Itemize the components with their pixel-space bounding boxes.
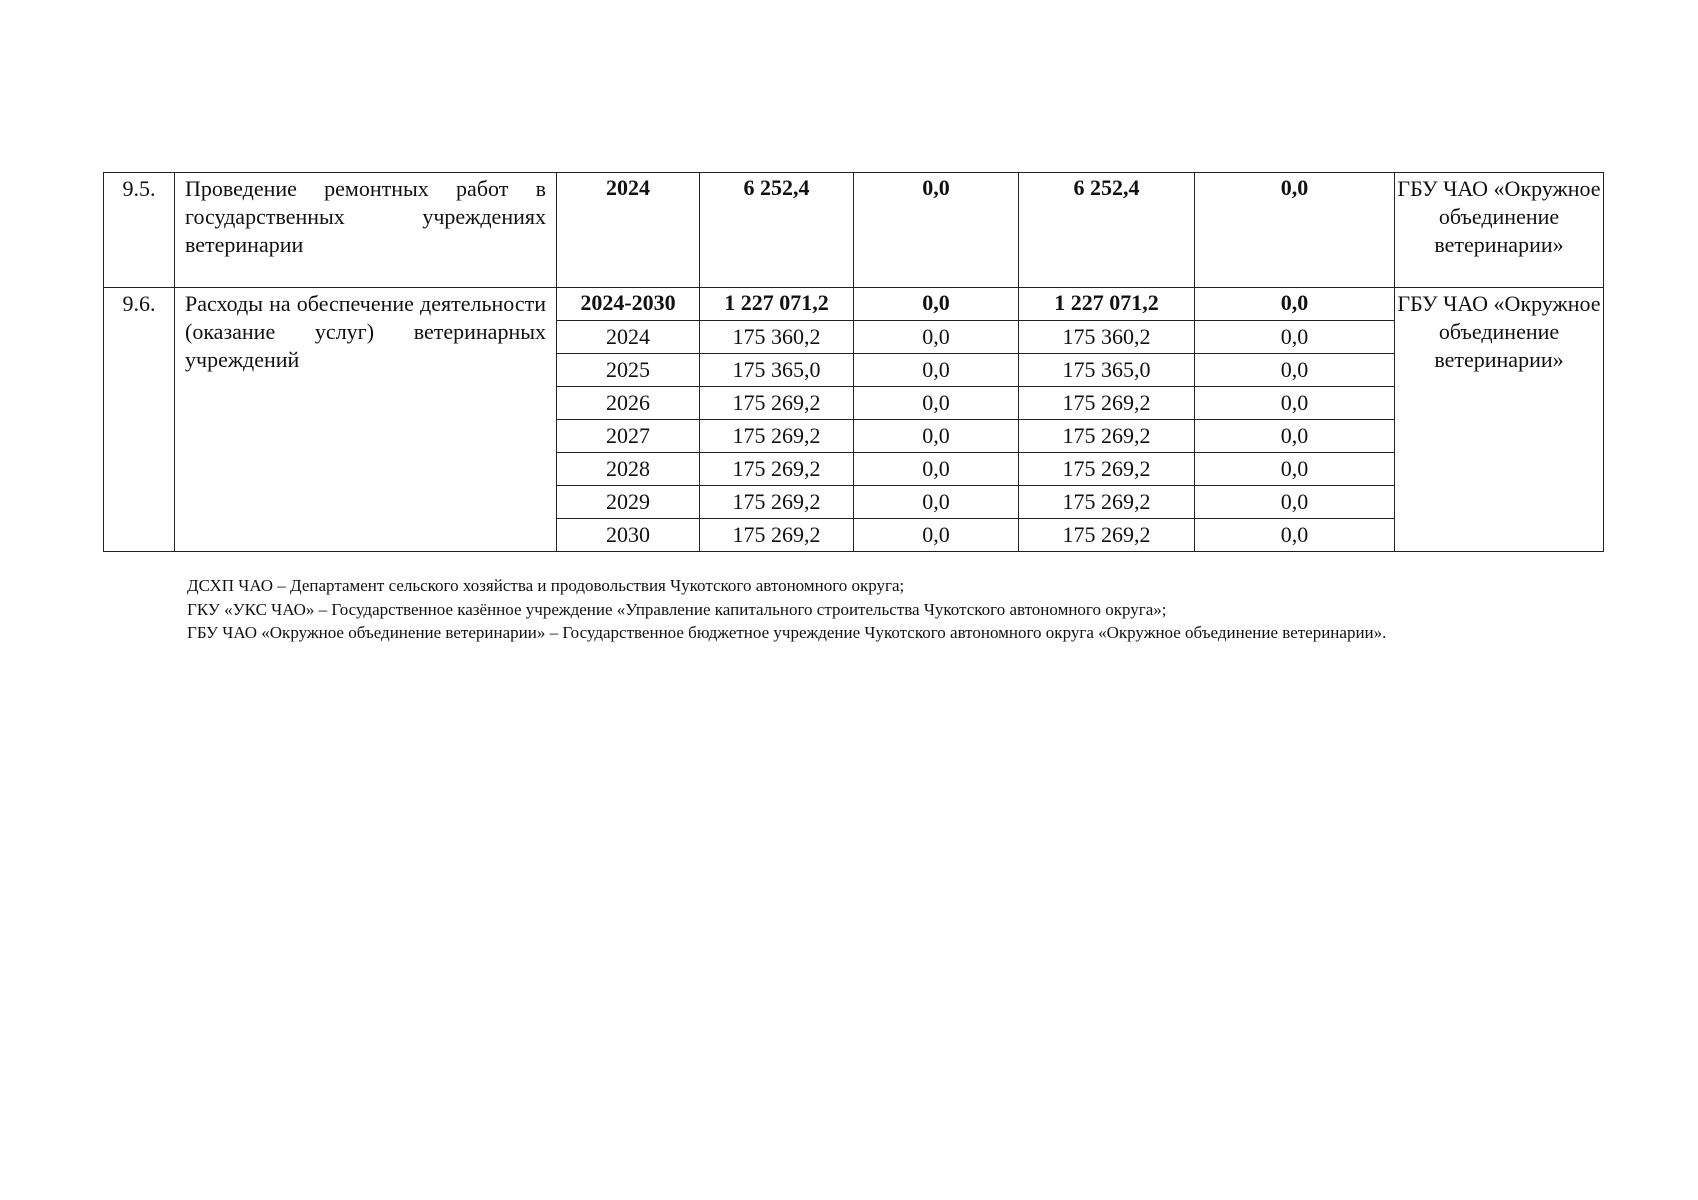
other-cell: 0,0	[1195, 420, 1395, 453]
period-cell: 2028	[557, 453, 700, 486]
period-cell: 2024-2030	[557, 288, 700, 321]
federal-cell: 0,0	[854, 420, 1019, 453]
federal-cell: 0,0	[854, 173, 1019, 288]
regional-cell: 1 227 071,2	[1019, 288, 1195, 321]
footnote-uks: ГКУ «УКС ЧАО» – Государственное казённое учреждение «Управление капитального строительства Чукотского автономного округа»;	[187, 599, 1167, 619]
other-cell: 0,0	[1195, 453, 1395, 486]
federal-cell: 0,0	[854, 321, 1019, 354]
total-cell: 6 252,4	[700, 173, 854, 288]
period-cell: 2024	[557, 173, 700, 288]
activity-description: Расходы на обеспечение деятельности (оказание услуг) ветеринарных учреждений	[175, 288, 557, 552]
total-cell: 175 269,2	[700, 486, 854, 519]
abbreviations-footnotes	[114, 574, 1590, 645]
activity-number: 9.5.	[104, 173, 175, 288]
regional-cell: 175 269,2	[1019, 453, 1195, 486]
total-cell: 1 227 071,2	[700, 288, 854, 321]
other-cell: 0,0	[1195, 486, 1395, 519]
executor-cell: ГБУ ЧАО «Окружное объединение ветеринарии»	[1395, 288, 1604, 552]
total-cell: 175 269,2	[700, 387, 854, 420]
period-cell: 2030	[557, 519, 700, 552]
other-cell: 0,0	[1195, 173, 1395, 288]
regional-cell: 175 360,2	[1019, 321, 1195, 354]
period-cell: 2027	[557, 420, 700, 453]
executor-cell: ГБУ ЧАО «Окружное объединение ветеринарии»	[1395, 173, 1604, 288]
total-cell: 175 269,2	[700, 420, 854, 453]
other-cell: 0,0	[1195, 519, 1395, 552]
federal-cell: 0,0	[854, 519, 1019, 552]
other-cell: 0,0	[1195, 354, 1395, 387]
table-row	[104, 173, 1604, 288]
period-cell: 2024	[557, 321, 700, 354]
other-cell: 0,0	[1195, 387, 1395, 420]
total-cell: 175 269,2	[700, 519, 854, 552]
table-row	[104, 288, 1604, 321]
federal-cell: 0,0	[854, 387, 1019, 420]
federal-cell: 0,0	[854, 453, 1019, 486]
regional-cell: 175 365,0	[1019, 354, 1195, 387]
total-cell: 175 360,2	[700, 321, 854, 354]
federal-cell: 0,0	[854, 486, 1019, 519]
period-cell: 2029	[557, 486, 700, 519]
activity-description: Проведение ремонтных работ в государственных учреждениях ветеринарии	[175, 173, 557, 288]
footnote-dshp: ДСХП ЧАО – Департамент сельского хозяйства и продовольствия Чукотского автономного округа;	[187, 576, 905, 595]
total-cell: 175 269,2	[700, 453, 854, 486]
footnote-gbu: ГБУ ЧАО «Окружное объединение ветеринарии» – Государственное бюджетное учреждение Чукотского автономного округа «Окружное объединение ветеринарии».	[187, 623, 1387, 642]
other-cell: 0,0	[1195, 288, 1395, 321]
regional-cell: 6 252,4	[1019, 173, 1195, 288]
other-cell: 0,0	[1195, 321, 1395, 354]
regional-cell: 175 269,2	[1019, 486, 1195, 519]
regional-cell: 175 269,2	[1019, 387, 1195, 420]
period-cell: 2025	[557, 354, 700, 387]
regional-cell: 175 269,2	[1019, 420, 1195, 453]
activity-number: 9.6.	[104, 288, 175, 552]
program-activities-table	[103, 172, 1604, 552]
regional-cell: 175 269,2	[1019, 519, 1195, 552]
period-cell: 2026	[557, 387, 700, 420]
federal-cell: 0,0	[854, 354, 1019, 387]
total-cell: 175 365,0	[700, 354, 854, 387]
federal-cell: 0,0	[854, 288, 1019, 321]
